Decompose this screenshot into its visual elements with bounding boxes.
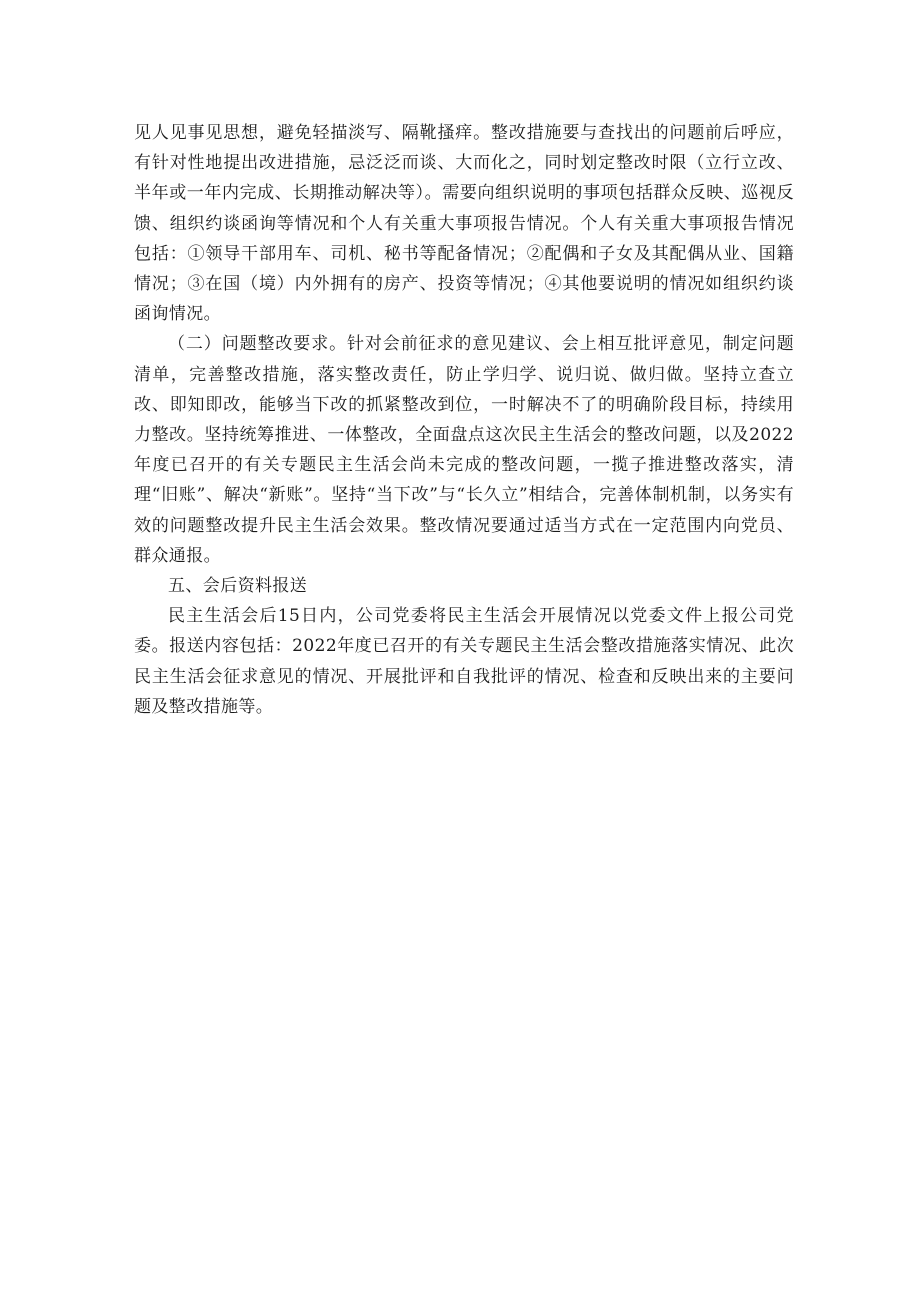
paragraph-problem-rectification-requirements: （二）问题整改要求。针对会前征求的意见建议、会上相互批评意见，制定问题清单，完善整改措施，落实整改责任，防止学归学、说归说、做归做。坚持立查立改、即知即改，能够当下改的抓紧整改到位，一时解决不了的明确阶段目标，持续用力整改。坚持统筹推进、一体整改，全面盘点这次民主生活会的整改问题，以及2022年度已召开的有关专题民主生活会尚未完成的整改问题，一揽子推进整改落实，清理“旧账”、解决“新账”。坚持“当下改”与“长久立”相结合，完善体制机制，以务实有效的问题整改提升民主生活会效果。整改情况要通过适当方式在一定范围内向党员、群众通报。	[134, 334, 794, 566]
section-heading-post-meeting-materials: 五、会后资料报送	[168, 576, 308, 597]
document-page	[134, 118, 794, 722]
paragraph-materials-submission: 民主生活会后15日内，公司党委将民主生活会开展情况以党委文件上报公司党委。报送内容包括：2022年度已召开的有关专题民主生活会整改措施落实情况、此次民主生活会征求意见的情况、开展批评和自我批评的情况、检查和反映出来的主要问题及整改措施等。	[134, 606, 794, 717]
paragraph-rectification-measures: 见人见事见思想，避免轻描淡写、隔靴搔痒。整改措施要与查找出的问题前后呼应，有针对性地提出改进措施，忌泛泛而谈、大而化之，同时划定整改时限（立行立改、半年或一年内完成、长期推动解决等）。需要向组织说明的事项包括群众反映、巡视反馈、组织约谈函询等情况和个人有关重大事项报告情况。个人有关重大事项报告情况包括：①领导干部用车、司机、秘书等配备情况；②配偶和子女及其配偶从业、国籍情况；③在国（境）内外拥有的房产、投资等情况；④其他要说明的情况如组织约谈函询情况。	[134, 123, 794, 325]
